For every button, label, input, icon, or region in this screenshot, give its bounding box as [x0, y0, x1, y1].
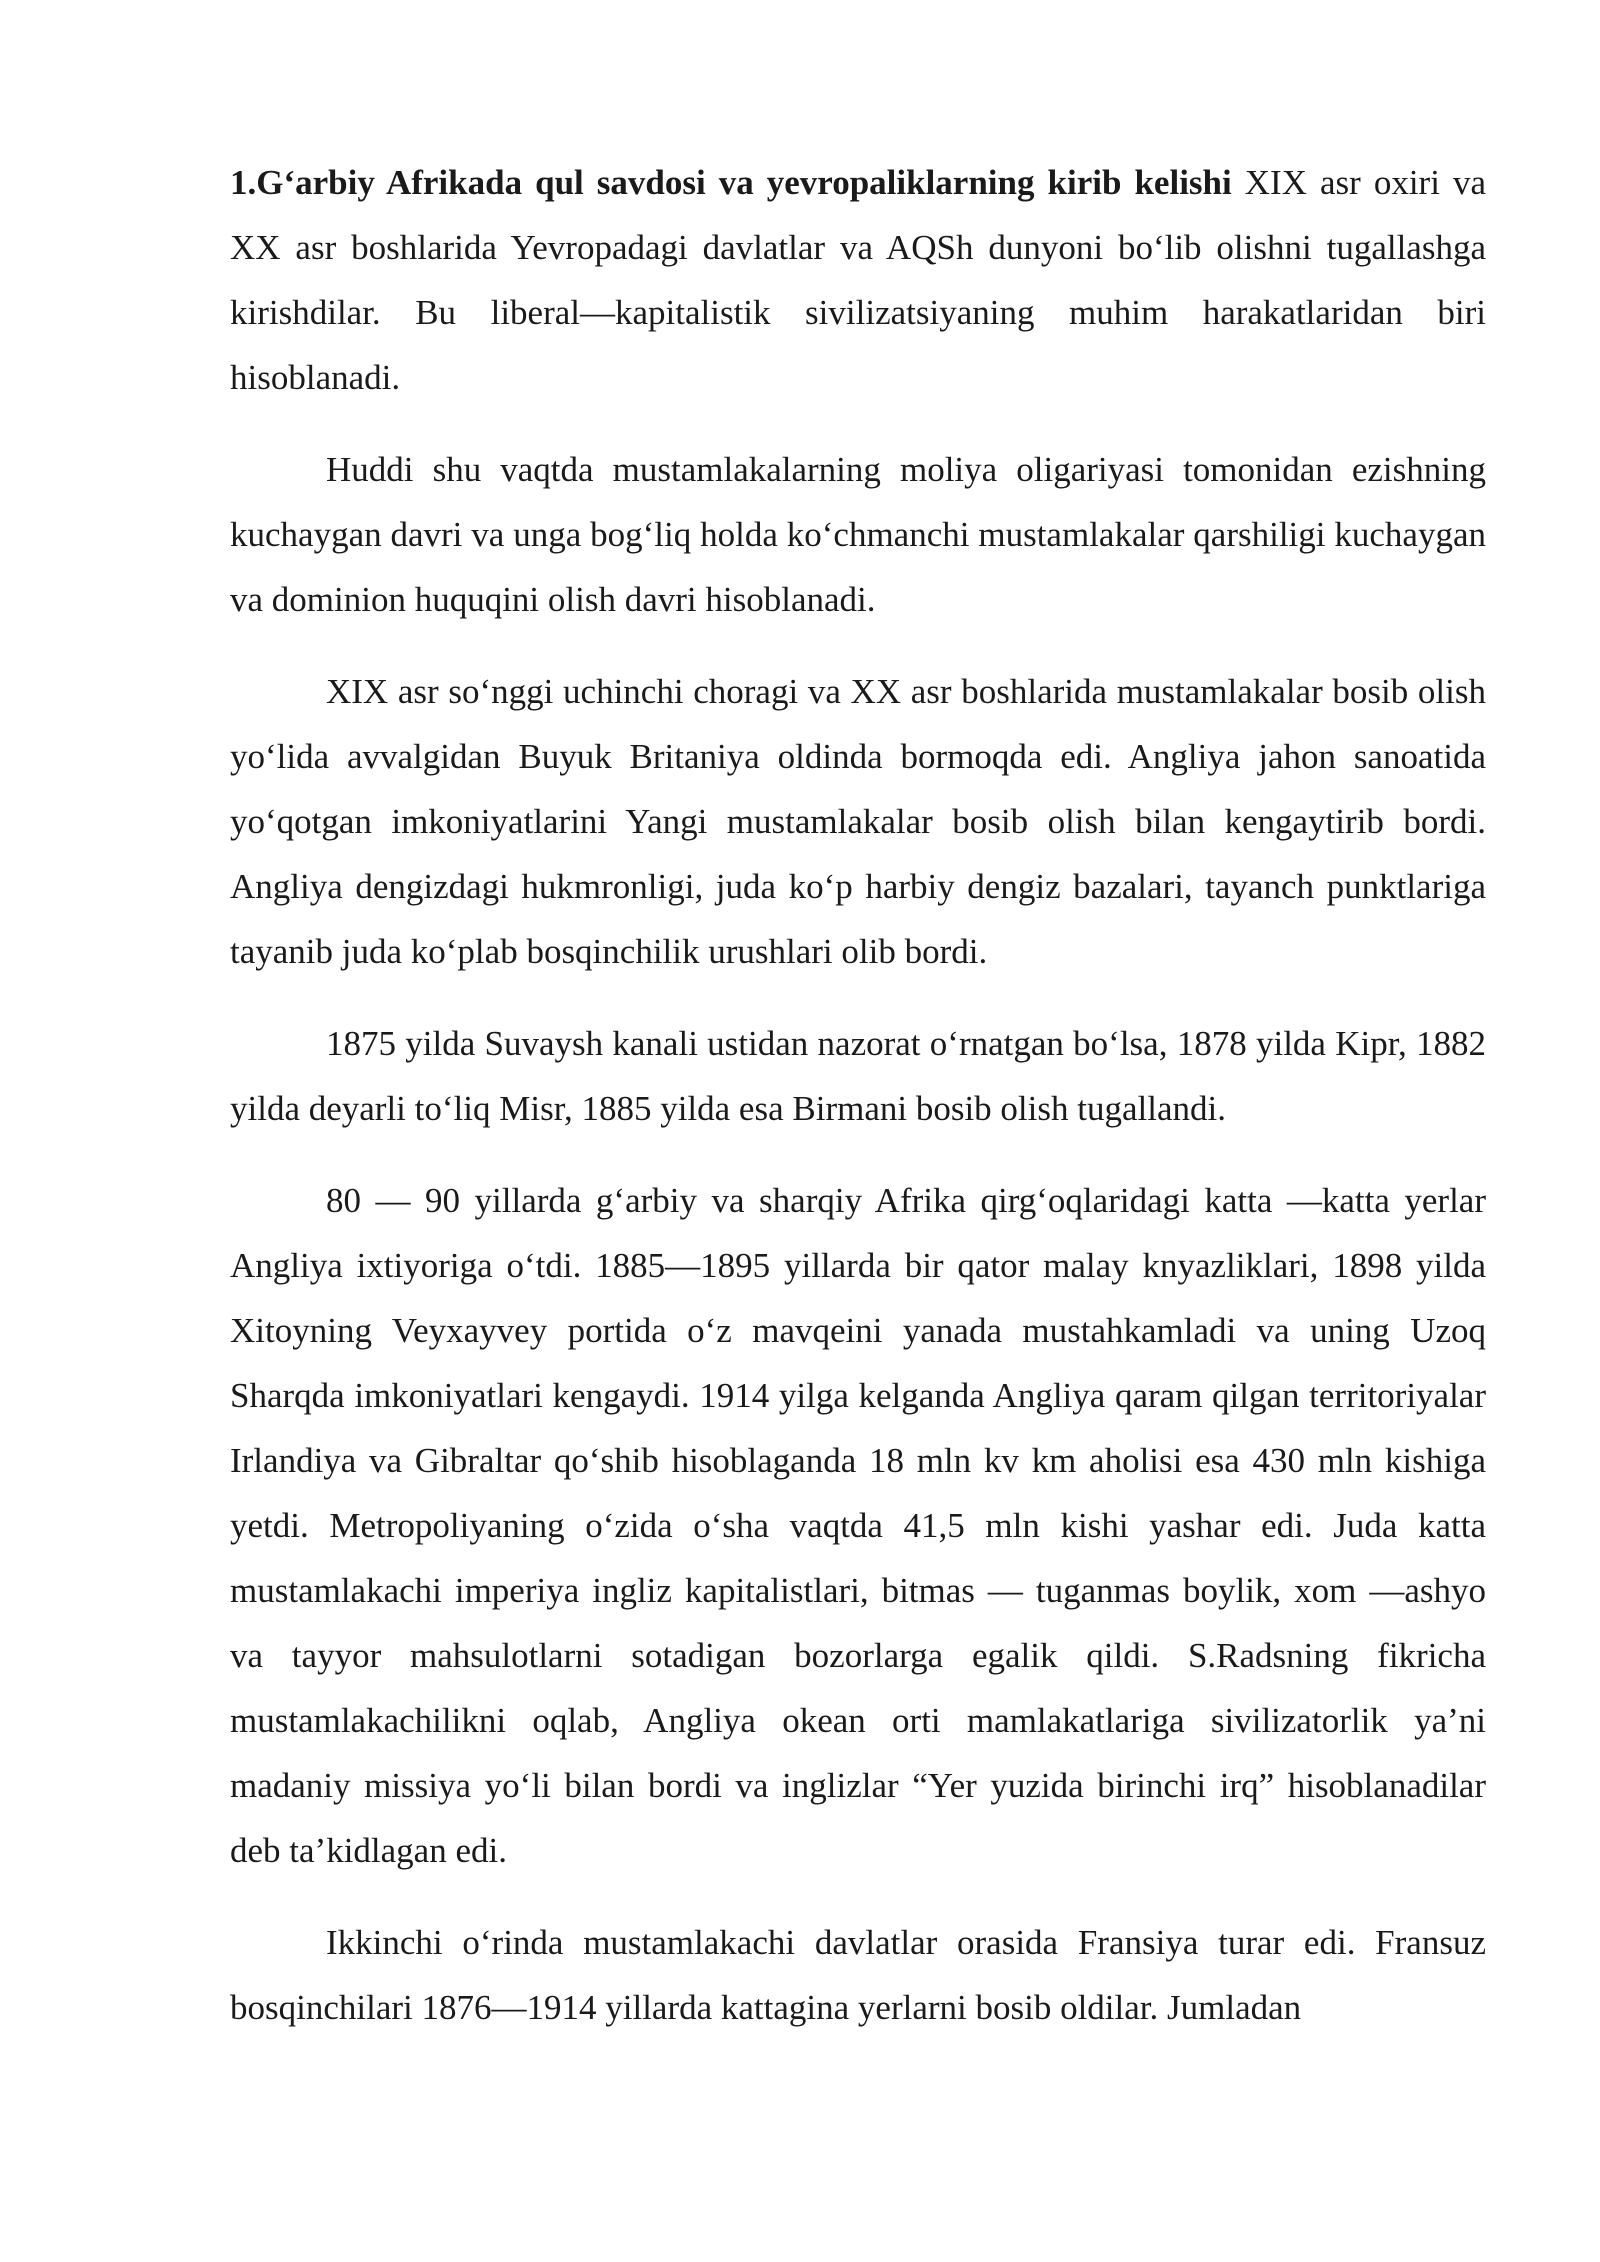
- paragraph: XIX asr so‘nggi uchinchi choragi va XX asr boshlarida mustamlakalar bosib olish yo‘lida avvalgidan Buyuk Britaniya oldinda bormoqda edi. Angliya jahon sanoatida yo‘qotgan imkoniyatlarini Yangi mustamlakalar bosib olish bilan kengaytirib bordi. Angliya dengizdagi hukmronligi, juda ko‘p harbiy dengiz bazalari, tayanch punktlariga tayanib juda ko‘plab bosqinchilik urushlari olib bordi.: [230, 672, 1486, 971]
- intro-text: XIX asr oxiri va XX asr boshlarida Yevropadagi davlatlar va AQSh dunyoni bo‘lib olishni tugallashga kirishdilar. Bu liberal—kapitalistik sivilizatsiyaning muhim harakatlaridan biri hisoblanadi.: [230, 163, 1487, 397]
- paragraph: Huddi shu vaqtda mustamlakalarning moliya oligariyasi tomonidan ezishning kuchaygan davri va unga bog‘liq holda ko‘chmanchi mustamlakalar qarshiligi kuchaygan va dominion huquqini olish davri hisoblanadi.: [230, 450, 1486, 619]
- section-heading: 1.G‘arbiy Afrikada qul savdosi va yevropaliklarning kirib kelishi: [230, 163, 1232, 202]
- paragraph: Ikkinchi o‘rinda mustamlakachi davlatlar orasida Fransiya turar edi. Fransuz bosqinchilari 1876—1914 yillarda kattagina yerlarni bosib oldilar. Jumladan: [230, 1923, 1486, 2027]
- paragraph: 80 — 90 yillarda g‘arbiy va sharqiy Afrika qirg‘oqlaridagi katta —katta yerlar Angliya ixtiyoriga o‘tdi. 1885—1895 yillarda bir qator malay knyazliklari, 1898 yilda Xitoyning Veyxayvey portida o‘z mavqeini yanada mustahkamladi va uning Uzoq Sharqda imkoniyatlari kengaydi. 1914 yilga kelganda Angliya qaram qilgan territoriyalar Irlandiya va Gibraltar qo‘shib hisoblaganda 18 mln kv km aholisi esa 430 mln kishiga yetdi. Metropoliyaning o‘zida o‘sha vaqtda 41,5 mln kishi yashar edi. Juda katta mustamlakachi imperiya ingliz kapitalistlari, bitmas — tuganmas boylik, xom —ashyo va tayyor mahsulotlarni sotadigan bozorlarga egalik qildi. S.Radsning fikricha mustamlakachilikni oqlab, Angliya okean orti mamlakatlariga sivilizatorlik ya’ni madaniy missiya yo‘li bilan bordi va inglizlar “Yer yuzida birinchi irq” hisoblanadilar deb ta’kidlagan edi.: [230, 1181, 1486, 1870]
- paragraph: 1875 yilda Suvaysh kanali ustidan nazorat o‘rnatgan bo‘lsa, 1878 yilda Kipr, 1882 yilda deyarli to‘liq Misr, 1885 yilda esa Birmani bosib olish tugallandi.: [230, 1024, 1486, 1128]
- intro-paragraph: [230, 150, 1486, 410]
- document-body: [230, 150, 1486, 2067]
